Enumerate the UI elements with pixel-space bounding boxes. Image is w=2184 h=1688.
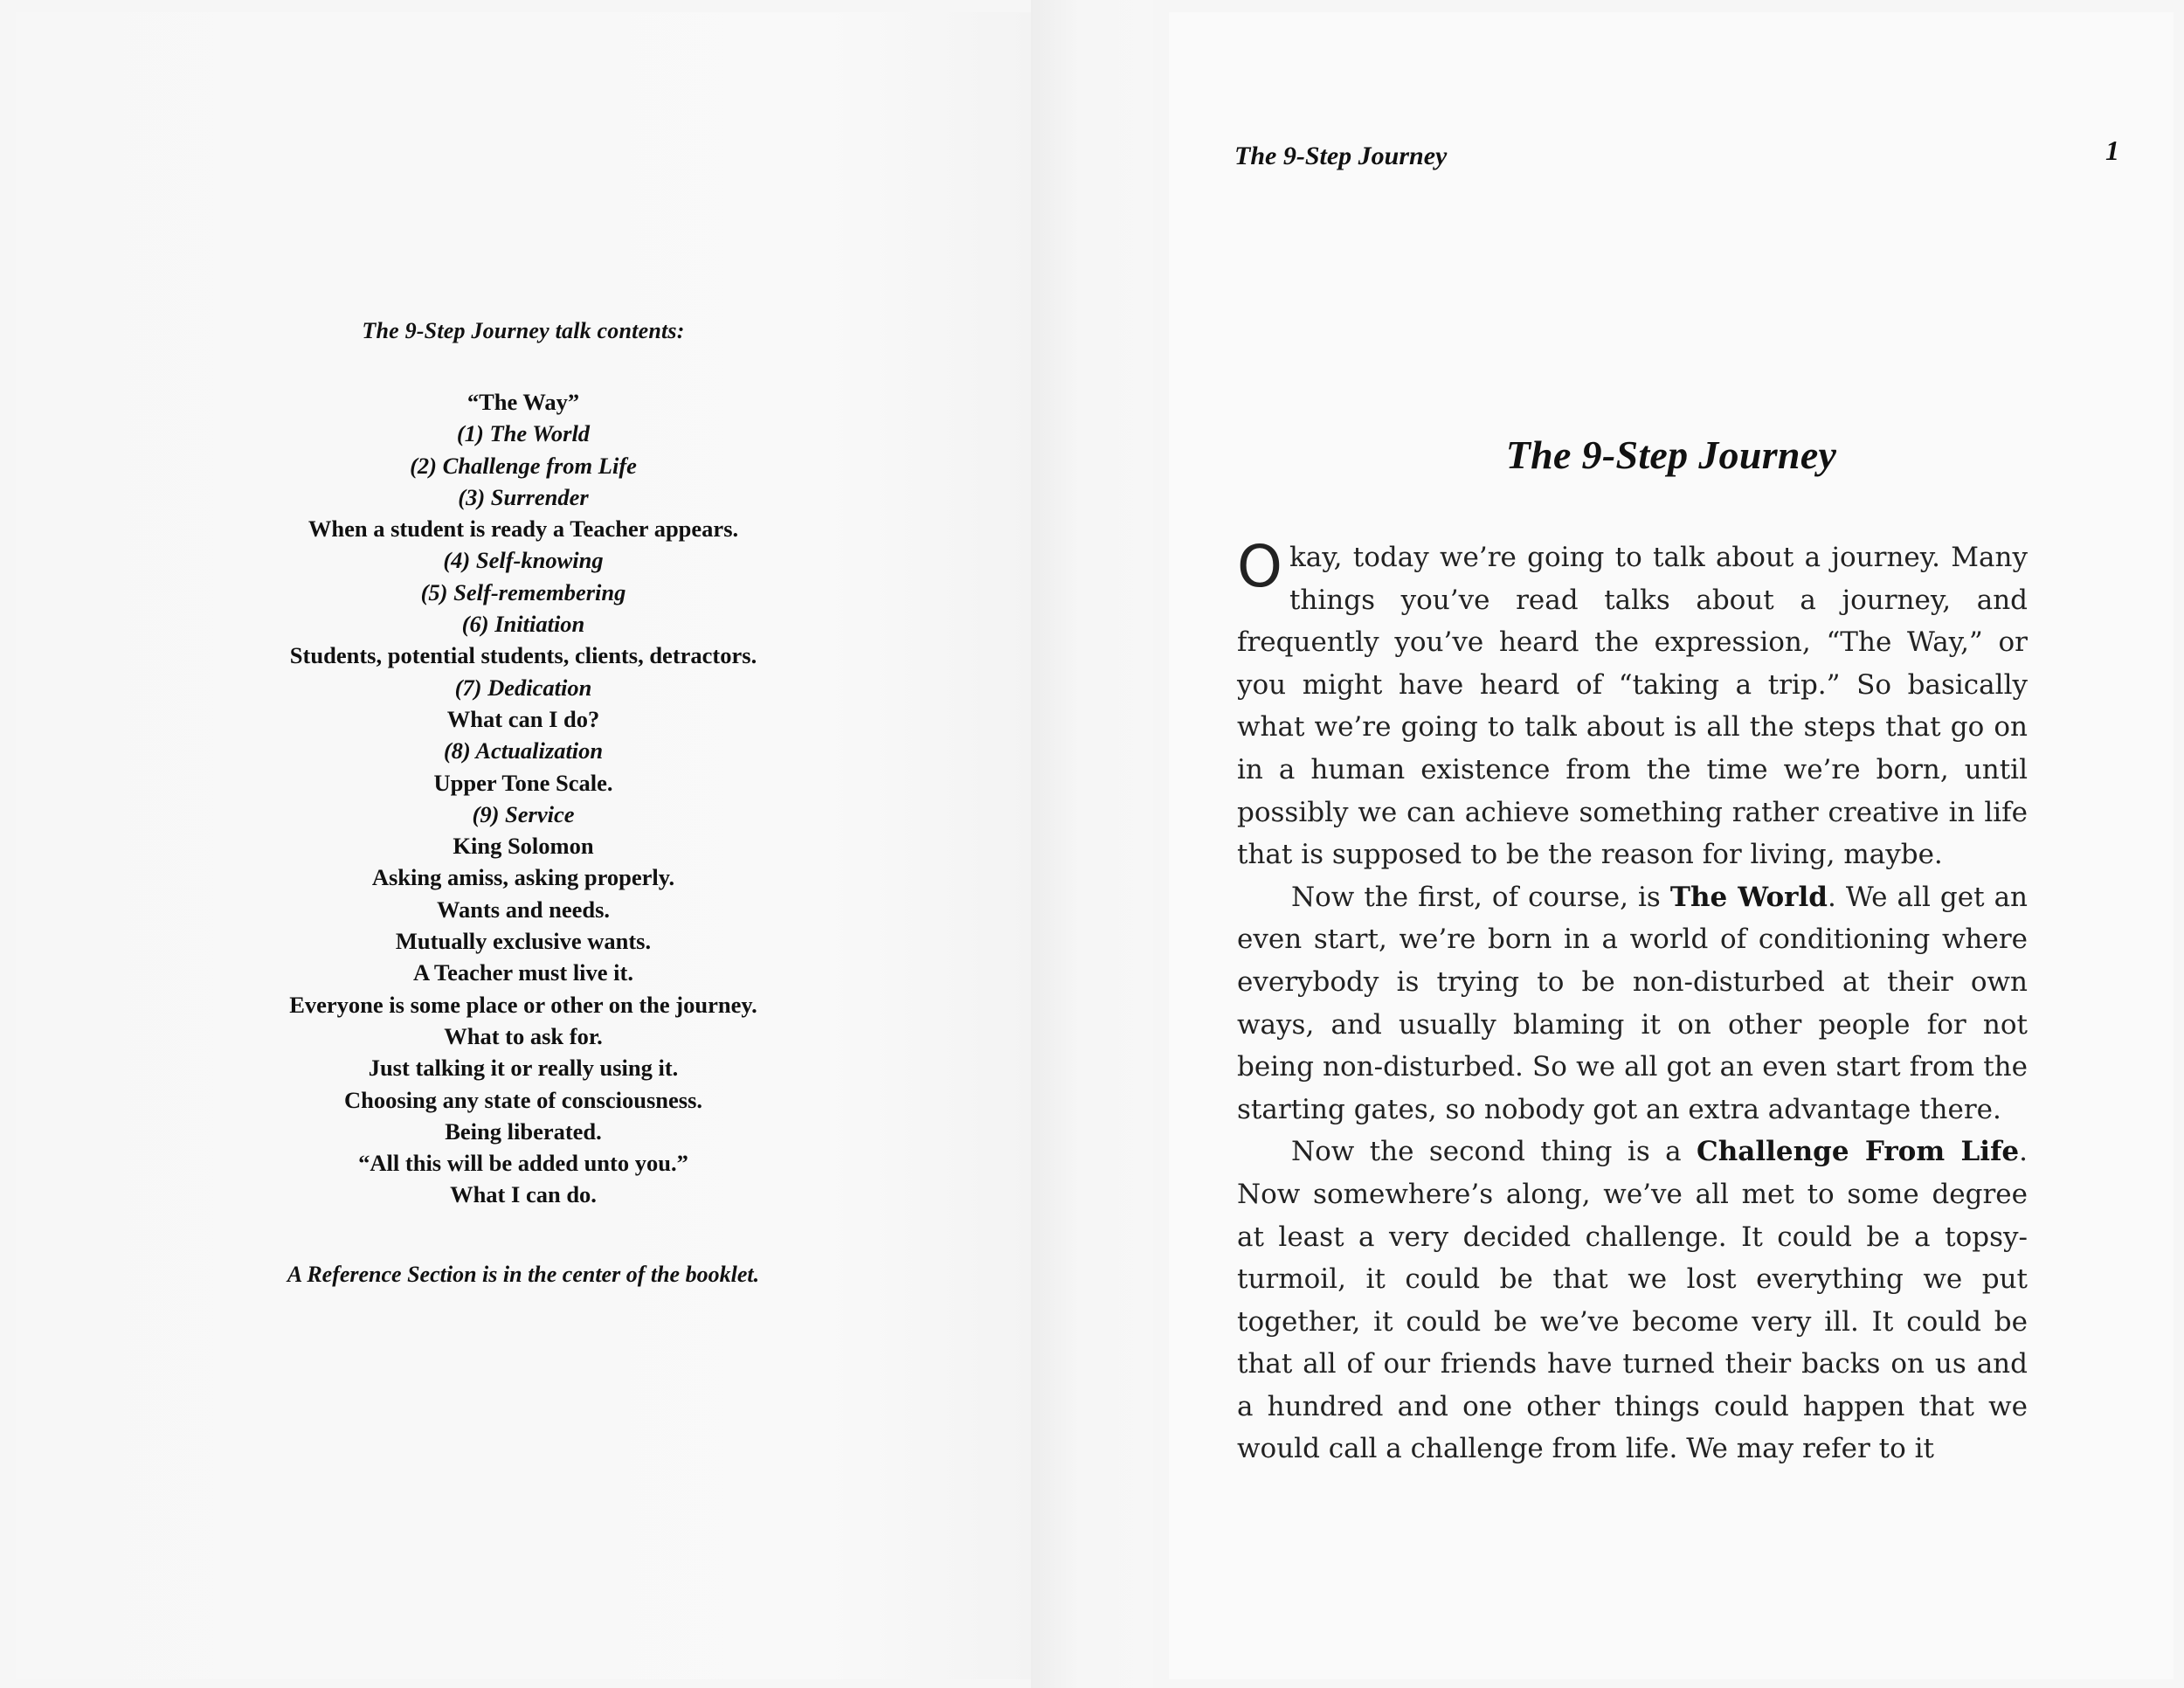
toc-list xyxy=(16,386,1031,1211)
body-paragraph xyxy=(1237,1131,2028,1470)
toc-topic-item: Everyone is some place or other on the journey. xyxy=(289,991,757,1018)
body-paragraph xyxy=(1237,533,2028,876)
book-gutter xyxy=(1031,0,1153,1688)
bold-term: Challenge From Life xyxy=(1697,1136,2020,1168)
toc-chapter-item: (3) Surrender xyxy=(458,483,589,510)
bold-term: The World xyxy=(1669,881,1828,913)
toc-chapter-item: (5) Self-remembering xyxy=(420,578,626,605)
toc-chapter-item: (9) Service xyxy=(472,800,575,827)
toc-chapter-item: (1) The World xyxy=(456,420,591,447)
left-page xyxy=(16,12,1031,1679)
text-run: Now the second thing is a xyxy=(1291,1136,1697,1168)
toc-topic-item: What can I do? xyxy=(446,705,600,732)
toc-topic-item: King Solomon xyxy=(453,833,594,860)
toc-topic-item: A Teacher must live it. xyxy=(413,959,633,986)
running-head: The 9-Step Journey xyxy=(1234,142,1448,170)
text-run: kay, today we’re going to talk about a journey. Many things you’ve read talks about a journey, and frequently you’ve heard the expression, “The Way,” or you might have heard of “taking a trip.” So basically what we’re going to talk about is all the steps that go on in a human existence from the time we’re born, until possibly we can achieve something rather creative in life that is supposed to be the reason for living, maybe. xyxy=(1237,542,2028,871)
toc-chapter-item: (6) Initiation xyxy=(461,611,585,638)
text-run: Now the first, of course, is xyxy=(1291,881,1670,913)
toc-topic-item: What to ask for. xyxy=(444,1022,603,1049)
page-number: 1 xyxy=(2105,135,2119,166)
text-run: . Now somewhere’s along, we’ve all met to some degree at least a very decided challenge. It could be a topsy-turmoil, it could be that we lost everything we put together, it could be we’ve become very ill. It could be that all of our friends have turned their backs on us and a hundred and one other things could happen that we would call a challenge from life. We may refer to it xyxy=(1237,1136,2028,1465)
drop-cap: O xyxy=(1237,533,1282,600)
toc-chapter-item: (7) Dedication xyxy=(454,674,592,701)
toc-topic-item: When a student is ready a Teacher appears. xyxy=(308,515,739,543)
table-of-contents xyxy=(16,320,1031,1286)
toc-topic-item: Students, potential students, clients, detractors. xyxy=(289,642,757,669)
body-paragraph xyxy=(1237,876,2028,1131)
toc-topic-item: What I can do. xyxy=(450,1181,597,1208)
toc-topic-item: Being liberated. xyxy=(445,1117,602,1145)
toc-topic-item: Upper Tone Scale. xyxy=(433,769,613,796)
toc-topic-item: “The Way” xyxy=(467,389,580,415)
toc-heading: The 9-Step Journey talk contents: xyxy=(362,318,685,343)
text-run: . We all get an even start, we’re born in a world of conditioning where everybody is trying to be non-disturbed at their own ways, and usually blaming it on other people for not being non-disturbed. So we all got an even start from the starting gates, so nobody got an extra advantage there. xyxy=(1237,881,2028,1125)
toc-topic-item: Just talking it or really using it. xyxy=(368,1055,679,1082)
toc-topic-item: Asking amiss, asking properly. xyxy=(371,864,675,891)
toc-chapter-item: (8) Actualization xyxy=(443,737,604,764)
toc-topic-item: Wants and needs. xyxy=(436,896,611,923)
toc-chapter-item: (4) Self-knowing xyxy=(443,547,604,574)
toc-topic-item: Choosing any state of consciousness. xyxy=(343,1086,703,1113)
chapter-title: The 9-Step Journey xyxy=(1505,432,1837,477)
toc-chapter-item: (2) Challenge from Life xyxy=(410,452,637,479)
right-page xyxy=(1169,12,2174,1679)
toc-topic-item: Mutually exclusive wants. xyxy=(395,928,652,955)
body-text xyxy=(1237,533,2028,1470)
reference-note: A Reference Section is in the center of the booklet. xyxy=(287,1261,760,1287)
toc-topic-item: “All this will be added unto you.” xyxy=(358,1150,688,1177)
